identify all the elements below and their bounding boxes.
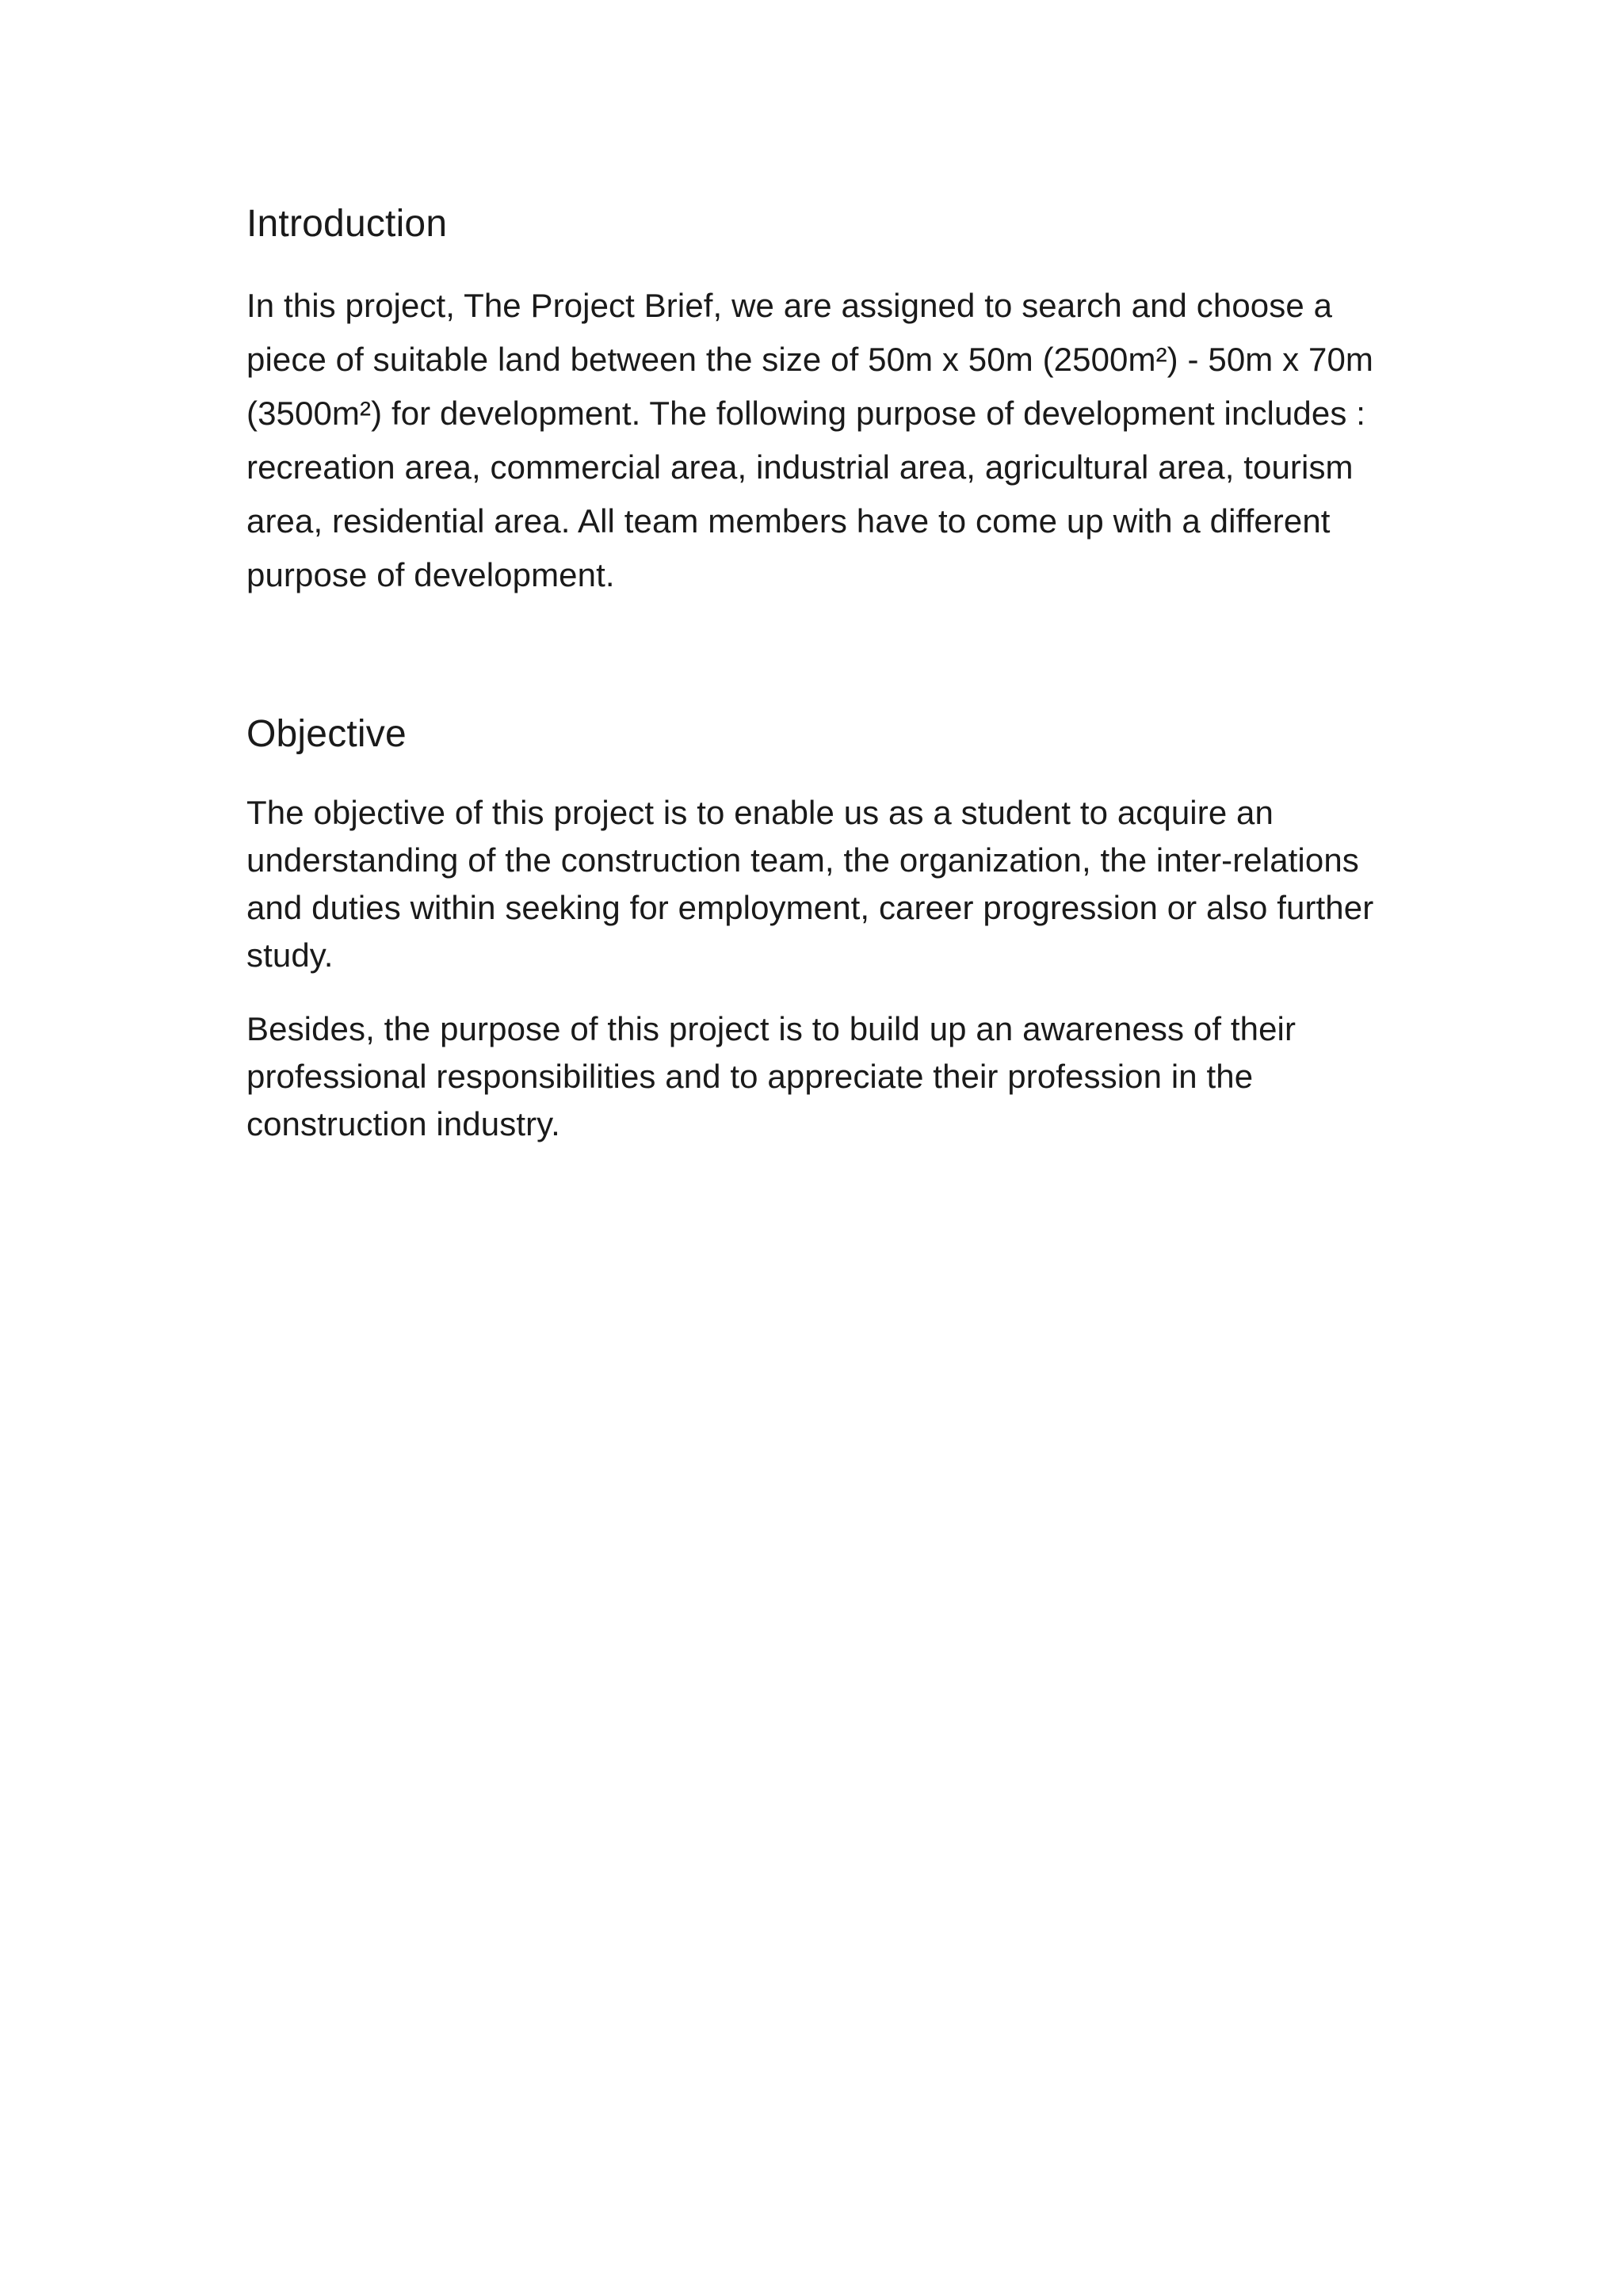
document-content: [246, 196, 1396, 1148]
introduction-paragraph: In this project, The Project Brief, we are assigned to search and choose a piece of suitable land between the size of 50m x 50m (2500m²) - 50m x 70m (3500m²) for development. The following purpose of development includes : recreation area, commercial area, industrial area, agricultural area, tourism area, residential area. All team members have to come up with a different purpose of development.: [246, 287, 1374, 593]
introduction-heading: Introduction: [246, 203, 448, 245]
objective-paragraph-2: Besides, the purpose of this project is to build up an awareness of their professional responsibilities and to appreciate their profession in the construction industry.: [246, 1010, 1296, 1142]
objective-paragraph-1: The objective of this project is to enable us as a student to acquire an understanding of the construction team, the organization, the inter-relations and duties within seeking for employment, career progression or also further study.: [246, 794, 1374, 974]
objective-heading: Objective: [246, 713, 407, 755]
